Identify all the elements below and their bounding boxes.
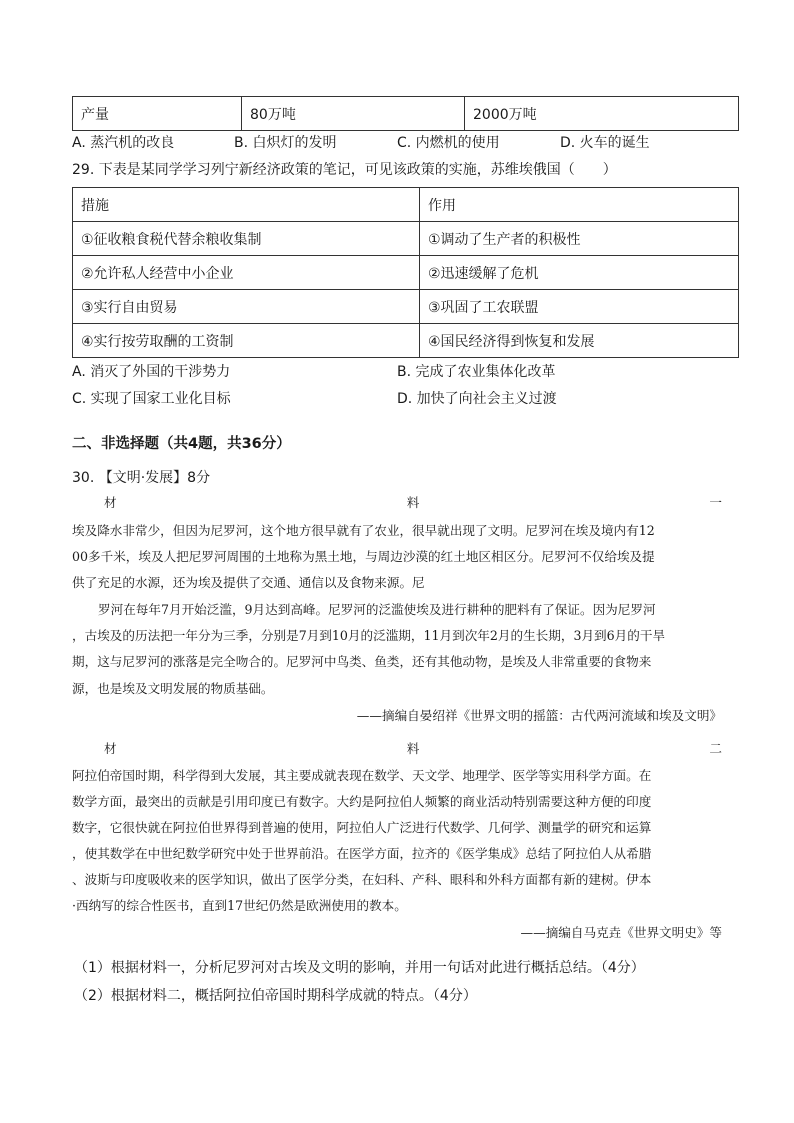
q29-options-row1: [72, 361, 739, 381]
label-char: 材: [104, 495, 117, 510]
table-cell: ②迅速缓解了危机: [420, 256, 739, 290]
material-one-label: [72, 494, 722, 512]
table-cell: ④国民经济得到恢复和发展: [420, 324, 739, 358]
sub-question-2: （2）根据材料二，概括阿拉伯帝国时期科学成就的特点。（4分）: [74, 988, 477, 1004]
q28-table: [72, 96, 739, 131]
option-b: B. 完成了农业集体化改革: [397, 364, 556, 380]
sub-question-1: （1）根据材料一，分析尼罗河对古埃及文明的影响，并用一句话对此进行概括总结。（4分）: [74, 960, 645, 976]
table-row: [73, 256, 739, 290]
option-d: D. 火车的诞生: [560, 135, 650, 151]
table-cell: ④实行按劳取酬的工资制: [73, 324, 420, 358]
material-one-source: ——摘编自晏绍祥《世界文明的摇篮：古代两河流域和埃及文明》: [356, 708, 722, 723]
text-line: 、波斯与印度吸收来的医学知识，做出了医学分类，在妇科、产科、眼科和外科方面都有新的建树。伊本: [72, 872, 652, 887]
text-line: ·西纳写的综合性医书，直到17世纪仍然是欧洲使用的教本。: [72, 898, 407, 913]
text-line: 源，也是埃及文明发展的物质基础。: [72, 681, 274, 696]
material-two-source: ——摘编自马克垚《世界文明史》等: [520, 925, 722, 940]
text-line: 数字，它很快就在阿拉伯世界得到普遍的使用，阿拉伯人广泛进行代数学、几何学、测量学的研究和运算: [72, 820, 652, 835]
table-cell: 2000万吨: [465, 97, 739, 131]
table-header-cell: 措施: [73, 188, 420, 222]
q29-stem: 29. 下表是某同学学习列宁新经济政策的笔记，可见该政策的实施，苏维埃俄国（ ）: [72, 162, 617, 178]
text-line: 阿拉伯帝国时期，科学得到大发展，其主要成就表现在数学、天文学、地理学、医学等实用科学方面。在: [72, 768, 652, 783]
text-line: 00多千米，埃及人把尼罗河周围的土地称为黑土地，与周边沙漠的红土地区相区分。尼罗河不仅给埃及提: [72, 549, 655, 564]
table-header-cell: 作用: [420, 188, 739, 222]
label-char: 料: [406, 495, 420, 510]
label-char: 料: [406, 741, 420, 756]
table-cell: 80万吨: [242, 97, 465, 131]
table-cell: ①征收粮食税代替余粮收集制: [73, 222, 420, 256]
section-title: 二、非选择题（共4题，共36分）: [72, 436, 291, 452]
label-char: 材: [104, 741, 117, 756]
table-cell: ②允许私人经营中小企业: [73, 256, 420, 290]
text-line: 期，这与尼罗河的涨落是完全吻合的。尼罗河中鸟类、鱼类，还有其他动物，是埃及人非常重要的食物来: [72, 654, 652, 669]
q29-table: [72, 187, 739, 358]
text-line: 数学方面，最突出的贡献是引用印度已有数字。大约是阿拉伯人频繁的商业活动特别需要这种方便的印度: [72, 794, 652, 809]
option-a: A. 蒸汽机的改良: [72, 135, 175, 151]
option-a: A. 消灭了外国的干涉势力: [72, 364, 231, 380]
option-b: B. 白炽灯的发明: [234, 135, 337, 151]
table-cell: ③实行自由贸易: [73, 290, 420, 324]
material-one: [72, 494, 722, 734]
material-two: [72, 740, 722, 950]
table-cell: ③巩固了工农联盟: [420, 290, 739, 324]
text-line: 埃及降水非常少，但因为尼罗河，这个地方很早就有了农业，很早就出现了文明。尼罗河在埃及境内有12: [72, 523, 655, 538]
q29-options-row2: [72, 388, 739, 408]
option-c: C. 实现了国家工业化目标: [72, 391, 231, 407]
text-line: ，使其数学在中世纪数学研究中处于世界前沿。在医学方面，拉齐的《医学集成》总结了阿拉伯人从希腊: [72, 846, 652, 861]
table-row: [73, 290, 739, 324]
table-cell: ①调动了生产者的积极性: [420, 222, 739, 256]
option-d: D. 加快了向社会主义过渡: [397, 391, 557, 407]
text-line: ，古埃及的历法把一年分为三季，分别是7月到10月的泛滥期，11月到次年2月的生长期，3月到6月的干旱: [72, 628, 666, 643]
text-line: 罗河在每年7月开始泛滥，9月达到高峰。尼罗河的泛滥使埃及进行耕种的肥料有了保证。因为尼罗河: [98, 602, 656, 617]
table-row: [73, 97, 739, 131]
material-two-label: [72, 740, 722, 758]
table-row: [73, 222, 739, 256]
q30-stem: 30. 【文明·发展】8分: [72, 470, 211, 486]
q28-options: [72, 132, 739, 152]
label-char: 二: [709, 741, 722, 756]
table-header-row: [73, 188, 739, 222]
text-line: 供了充足的水源，还为埃及提供了交通、通信以及食物来源。尼: [72, 575, 425, 590]
table-cell: 产量: [73, 97, 242, 131]
table-row: [73, 324, 739, 358]
label-char: 一: [709, 495, 722, 510]
option-c: C. 内燃机的使用: [397, 135, 500, 151]
